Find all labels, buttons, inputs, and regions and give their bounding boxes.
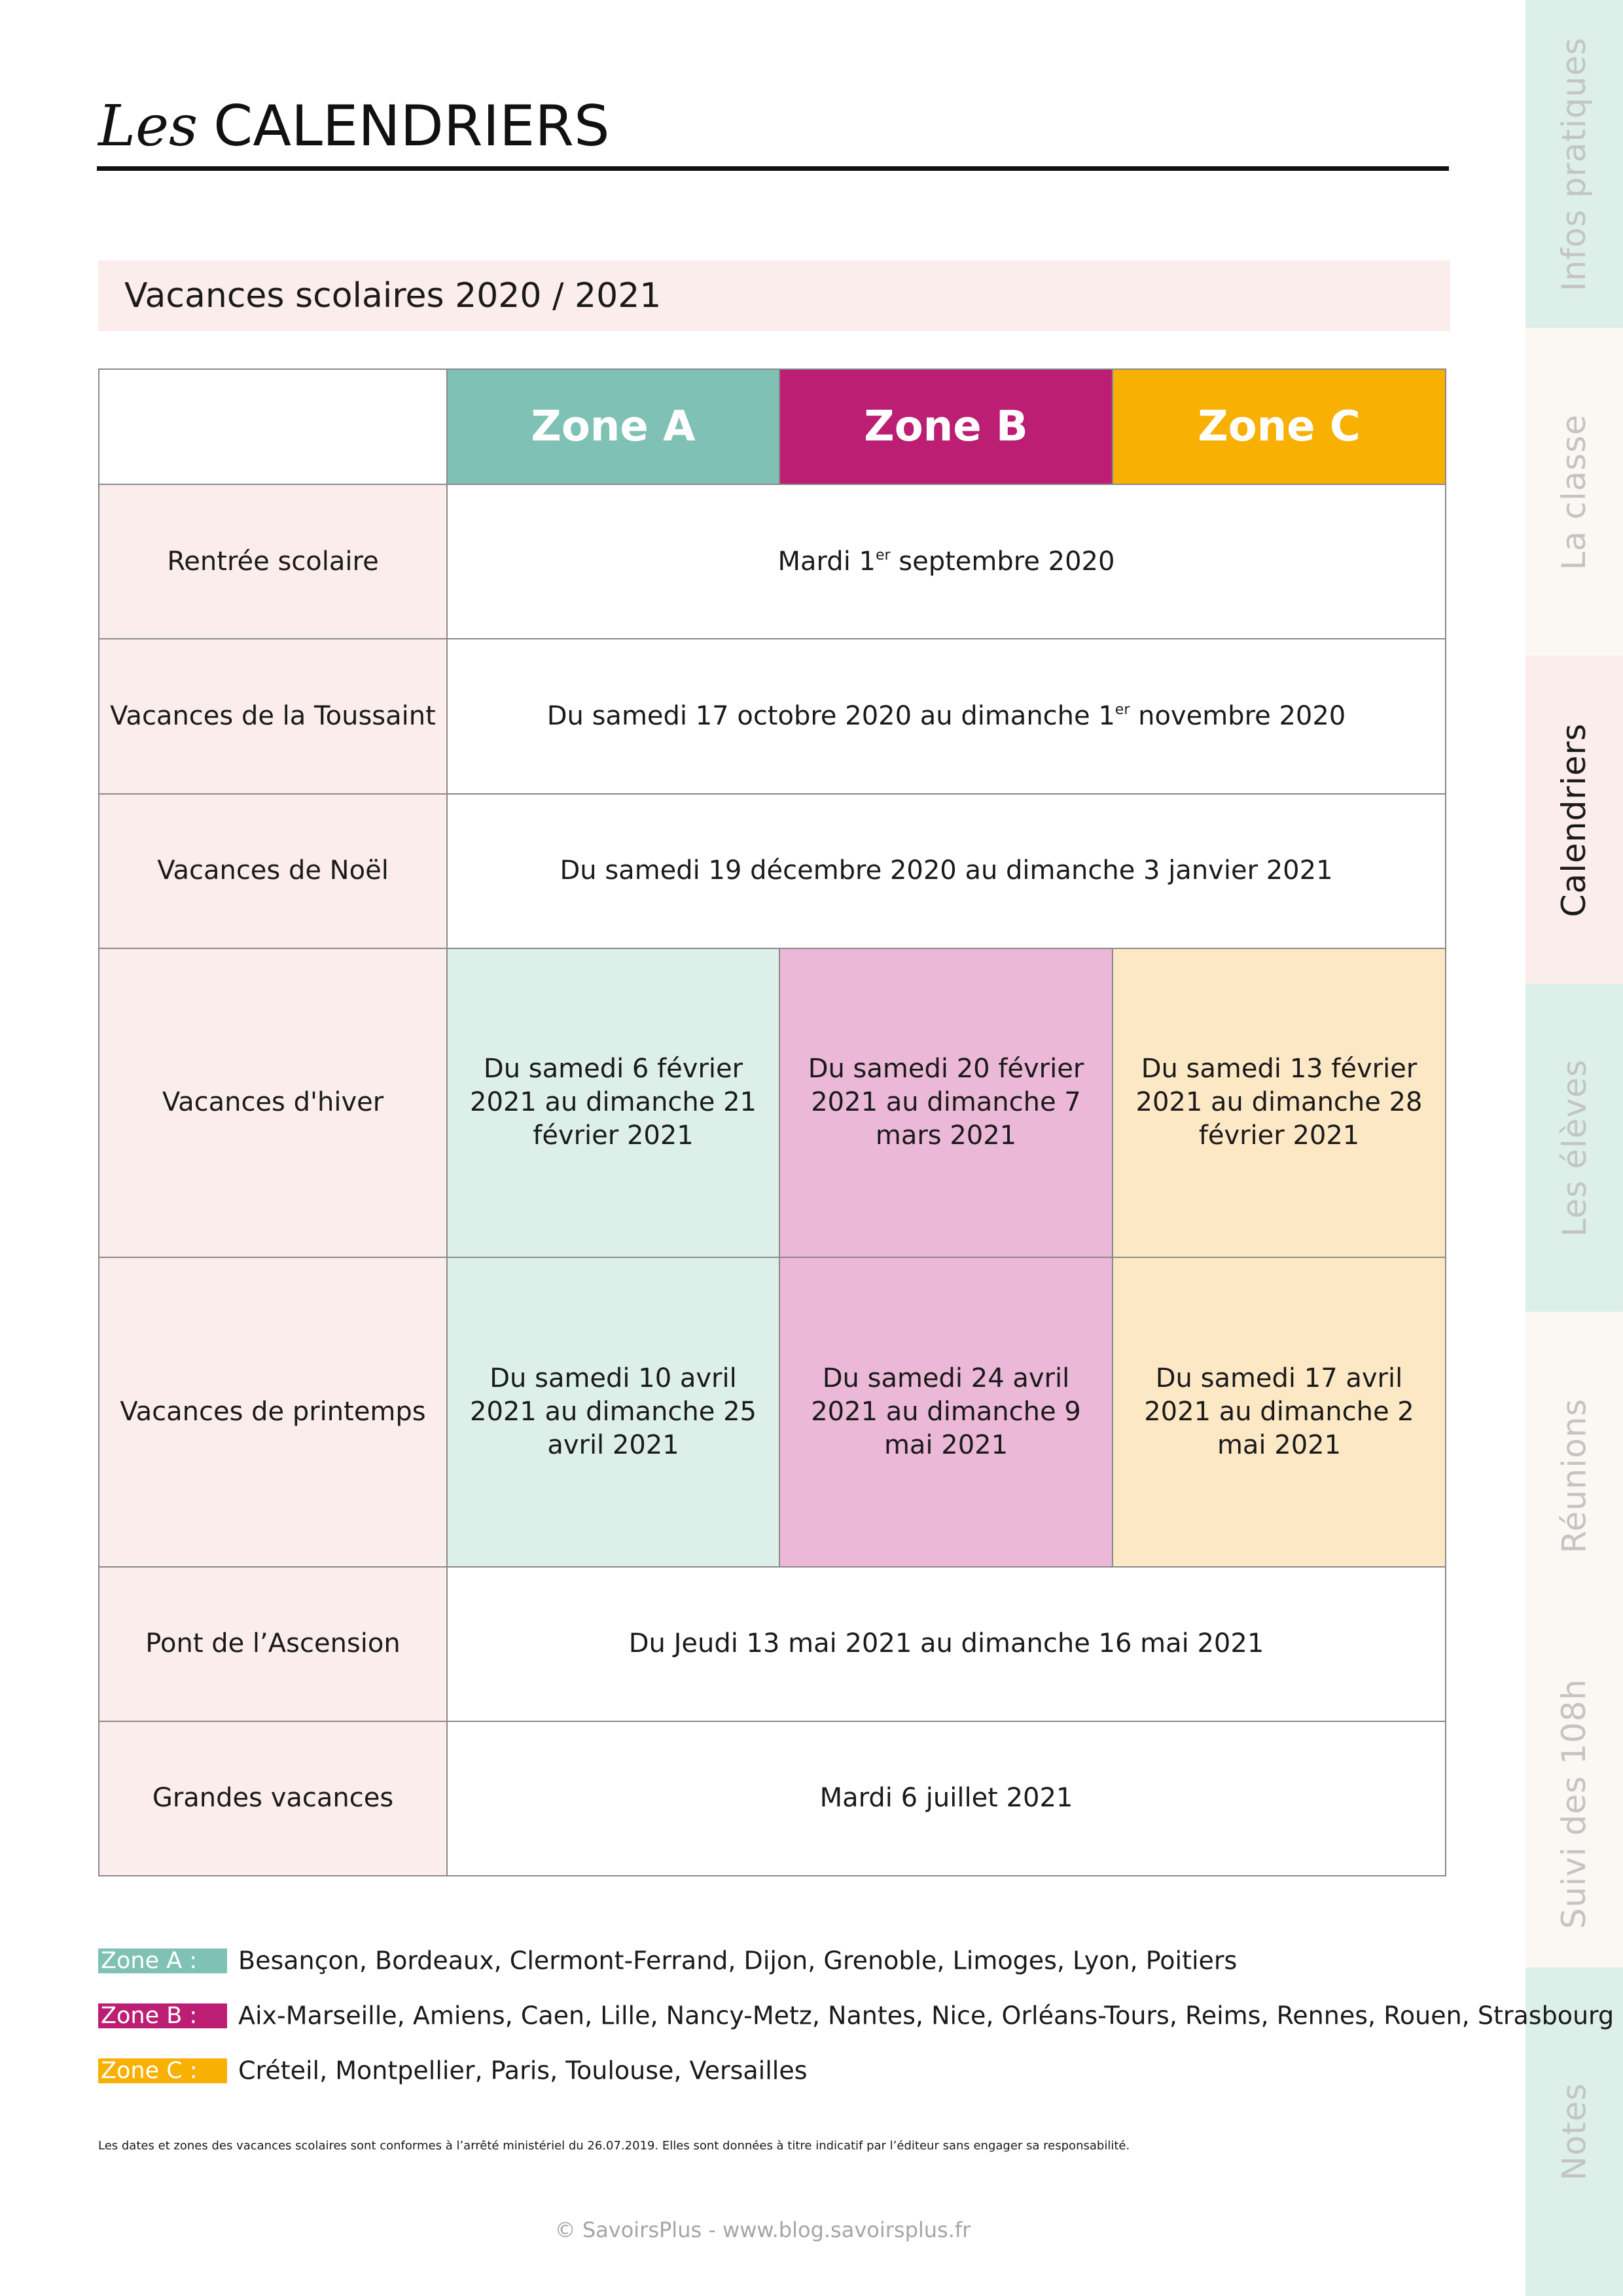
tab-label: Suivi des 108h bbox=[1555, 1678, 1594, 1929]
zone-b-cell: Du samedi 24 avril 2021 au dimanche 9 mai 2021 bbox=[779, 1257, 1113, 1566]
table-row bbox=[99, 1257, 1446, 1566]
table-row bbox=[99, 794, 1446, 948]
all-zones-cell: Mardi 1er septembre 2020 bbox=[447, 484, 1446, 639]
tab-label: Réunions bbox=[1555, 1398, 1594, 1553]
table-row bbox=[99, 1567, 1446, 1721]
row-label: Vacances de printemps bbox=[99, 1257, 447, 1566]
zone-c-tag: Zone C : bbox=[98, 2058, 227, 2083]
page-title-main: CALENDRIERS bbox=[213, 94, 610, 159]
row-label: Vacances de Noël bbox=[99, 794, 447, 948]
zone-c-cell: Du samedi 13 février 2021 au dimanche 28 février 2021 bbox=[1113, 948, 1446, 1257]
title-divider bbox=[97, 166, 1449, 171]
row-label: Vacances d'hiver bbox=[99, 948, 447, 1257]
zone-b-header: Zone B bbox=[779, 369, 1113, 484]
tab-label: Notes bbox=[1555, 2083, 1594, 2181]
zone-a-cities: Besançon, Bordeaux, Clermont-Ferrand, Dijon, Grenoble, Limoges, Lyon, Poitiers bbox=[238, 1946, 1238, 1975]
row-label: Vacances de la Toussaint bbox=[99, 639, 447, 793]
zone-c-cities: Créteil, Montpellier, Paris, Toulouse, Versailles bbox=[238, 2056, 808, 2085]
table-row bbox=[99, 639, 1446, 793]
table-header-row bbox=[99, 369, 1446, 484]
holiday-calendar-table bbox=[98, 368, 1446, 1876]
zone-a-cell: Du samedi 6 février 2021 au dimanche 21 février 2021 bbox=[447, 948, 779, 1257]
tab-label: Infos pratiques bbox=[1555, 37, 1594, 291]
page-title-prefix: Les bbox=[98, 94, 198, 159]
tab-reunions[interactable] bbox=[1525, 1312, 1623, 1640]
page-title bbox=[98, 90, 610, 169]
zone-c-header: Zone C bbox=[1113, 369, 1446, 484]
tab-la-classe[interactable] bbox=[1525, 328, 1623, 656]
table-row bbox=[99, 948, 1446, 1257]
zone-c-cell: Du samedi 17 avril 2021 au dimanche 2 mai 2021 bbox=[1113, 1257, 1446, 1566]
section-heading: Vacances scolaires 2020 / 2021 bbox=[98, 260, 1450, 331]
zone-b-tag: Zone B : bbox=[98, 2003, 227, 2028]
zone-a-tag: Zone A : bbox=[98, 1948, 227, 1973]
all-zones-cell: Du samedi 17 octobre 2020 au dimanche 1er novembre 2020 bbox=[447, 639, 1446, 793]
tab-suivi-108h[interactable] bbox=[1525, 1640, 1623, 1967]
legend-zone-c bbox=[98, 2049, 1505, 2089]
row-label: Pont de l’Ascension bbox=[99, 1567, 447, 1721]
side-tabs bbox=[1525, 0, 1623, 2296]
legend-zone-b bbox=[98, 1994, 1614, 2034]
table-row bbox=[99, 1721, 1446, 1876]
all-zones-cell: Du samedi 19 décembre 2020 au dimanche 3 janvier 2021 bbox=[447, 794, 1446, 948]
zone-a-cell: Du samedi 10 avril 2021 au dimanche 25 avril 2021 bbox=[447, 1257, 779, 1566]
footer-credit: © SavoirsPlus - www.blog.savoirsplus.fr bbox=[554, 2217, 971, 2242]
tab-infos-pratiques[interactable] bbox=[1525, 0, 1623, 328]
tab-label: Calendriers bbox=[1555, 723, 1594, 917]
table-row bbox=[99, 484, 1446, 639]
tab-calendriers[interactable] bbox=[1525, 656, 1623, 984]
legend-zone-a bbox=[98, 1939, 1505, 1979]
zone-b-cities: Aix-Marseille, Amiens, Caen, Lille, Nancy-Metz, Nantes, Nice, Orléans-Tours, Reims, Rennes, Rouen, Strasbourg bbox=[238, 2001, 1614, 2030]
all-zones-cell: Mardi 6 juillet 2021 bbox=[447, 1721, 1446, 1876]
tab-label: Les élèves bbox=[1555, 1058, 1594, 1237]
row-label: Grandes vacances bbox=[99, 1721, 447, 1876]
table-corner-cell bbox=[99, 369, 447, 484]
row-label: Rentrée scolaire bbox=[99, 484, 447, 639]
zone-a-header: Zone A bbox=[447, 369, 779, 484]
disclaimer-note: Les dates et zones des vacances scolaires sont conformes à l’arrêté ministériel du 26.07.2019. Elles sont données à titre indicatif par l’éditeur sans engager sa responsabilité. bbox=[98, 2139, 1130, 2153]
all-zones-cell: Du Jeudi 13 mai 2021 au dimanche 16 mai 2021 bbox=[447, 1567, 1446, 1721]
tab-label: La classe bbox=[1555, 414, 1594, 570]
tab-les-eleves[interactable] bbox=[1525, 984, 1623, 1312]
zone-b-cell: Du samedi 20 février 2021 au dimanche 7 mars 2021 bbox=[779, 948, 1113, 1257]
